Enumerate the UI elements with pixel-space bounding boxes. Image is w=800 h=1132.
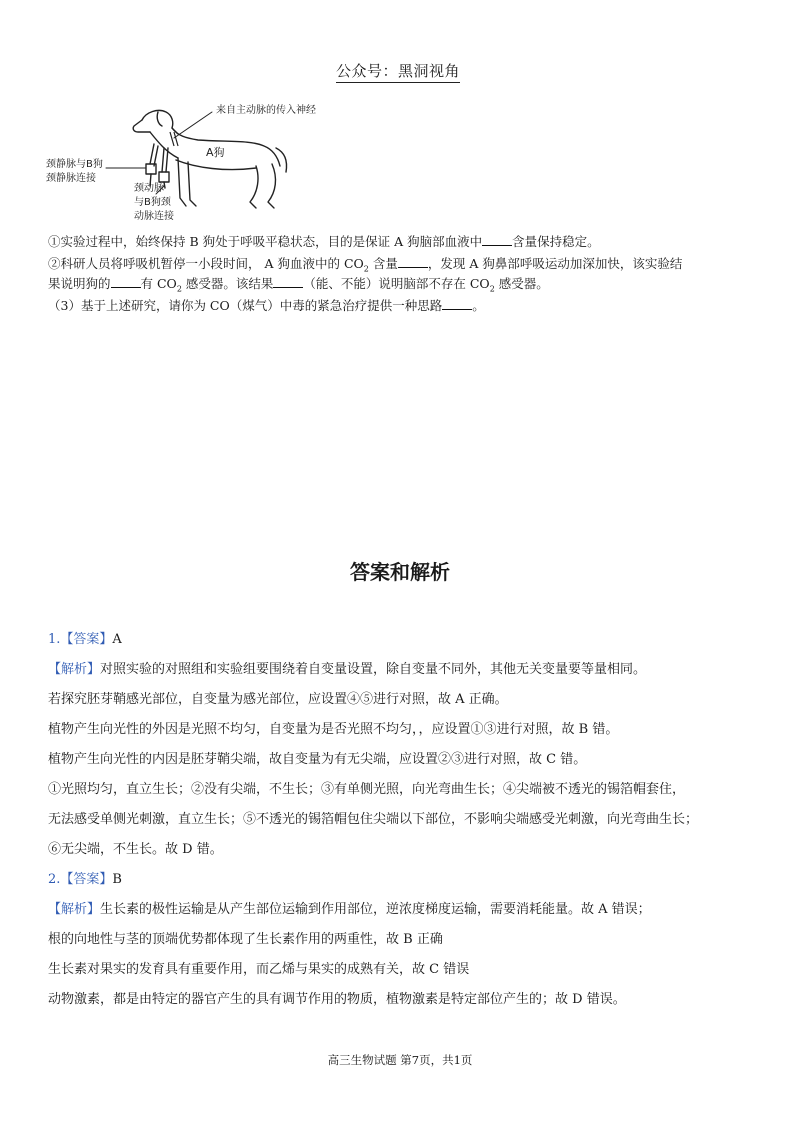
label-dog-a: A狗: [206, 146, 225, 159]
label-carotid-2: 与B狗颈: [134, 197, 171, 208]
answer-1-line-7: ⑥无尖端，不生长。故 D 错。: [48, 842, 223, 857]
answer-1-line-6: 无法感受单侧光刺激，直立生长；⑤不透光的锡箔帽包住尖端以下部位，不影响尖端感受光刺激，向光弯曲生长；: [48, 812, 699, 827]
answer-2-line-4: 动物激素，都是由特定的器官产生的具有调节作用的物质，植物激素是特定部位产生的；故 D 错误。: [48, 992, 626, 1007]
question-2-line-2: 果说明狗的 有 $CO_2$ 感受器。该结果 （能、不能）说明脑部不存在 $CO_2$ 感受器。: [48, 276, 549, 294]
answer-blank: [273, 275, 303, 288]
answer-2-line-3: 生长素对果实的发育具有重要作用，而乙烯与果实的成熟有关，故 C 错误: [48, 962, 470, 977]
answer-blank: [442, 297, 472, 310]
watermark: 公众号：黑洞视角: [336, 60, 460, 83]
answer-1-line-5: ①光照均匀，直立生长；②没有尖端，不生长；③有单侧光照，向光弯曲生长；④尖端被不透光的锡箔帽套住，: [48, 782, 686, 797]
label-carotid-1: 颈动脉: [134, 183, 164, 194]
question-3: （3）基于上述研究，请你为 CO（煤气）中毒的紧急治疗提供一种思路 。: [48, 298, 485, 313]
label-jugular-2: 颈静脉连接: [46, 173, 96, 184]
answer-2-analysis: 【解析】生长素的极性运输是从产生部位运输到作用部位，逆浓度梯度运输，需要消耗能量。故 A 错误；: [48, 902, 651, 917]
label-carotid-3: 动脉连接: [134, 211, 174, 222]
dog-experiment-figure: [46, 102, 366, 232]
question-1: ①实验过程中，始终保持 B 狗处于呼吸平稳状态，目的是保证 A 狗脑部血液中 含量保持稳定。: [48, 234, 600, 249]
answer-2-header: 2.【答案】B: [48, 872, 122, 887]
answer-blank: [398, 255, 428, 268]
answers-heading: 答案和解析: [350, 560, 450, 584]
answer-2-line-2: 根的向地性与茎的顶端优势都体现了生长素作用的两重性，故 B 正确: [48, 932, 443, 947]
answer-1-line-2: 若探究胚芽鞘感光部位，自变量为感光部位，应设置④⑤进行对照，故 A 正确。: [48, 692, 508, 707]
answer-blank: [482, 233, 512, 246]
answer-blank: [111, 275, 141, 288]
answer-1-line-4: 植物产生向光性的内因是胚芽鞘尖端，故自变量为有无尖端，应设置②③进行对照，故 C 错。: [48, 752, 587, 767]
answer-1-line-3: 植物产生向光性的外因是光照不均匀，自变量为是否光照不均匀，，应设置①③进行对照，故 B 错。: [48, 722, 619, 737]
answer-1-header: 1.【答案】A: [48, 632, 122, 647]
question-2-line-1: ②科研人员将呼吸机暂停一小段时间， A 狗血液中的 $CO_2$ 含量 ，发现 A 狗鼻部呼吸运动加深加快，该实验结: [48, 256, 683, 274]
label-afferent-nerve: 来自主动脉的传入神经: [216, 105, 316, 116]
label-jugular-1: 颈静脉与B狗: [46, 159, 103, 170]
answer-1-analysis: 【解析】对照实验的对照组和实验组要围绕着自变量设置，除自变量不同外，其他无关变量要等量相同。: [48, 662, 647, 677]
page-footer: 高三生物试题 第7页，共1页: [327, 1053, 473, 1067]
